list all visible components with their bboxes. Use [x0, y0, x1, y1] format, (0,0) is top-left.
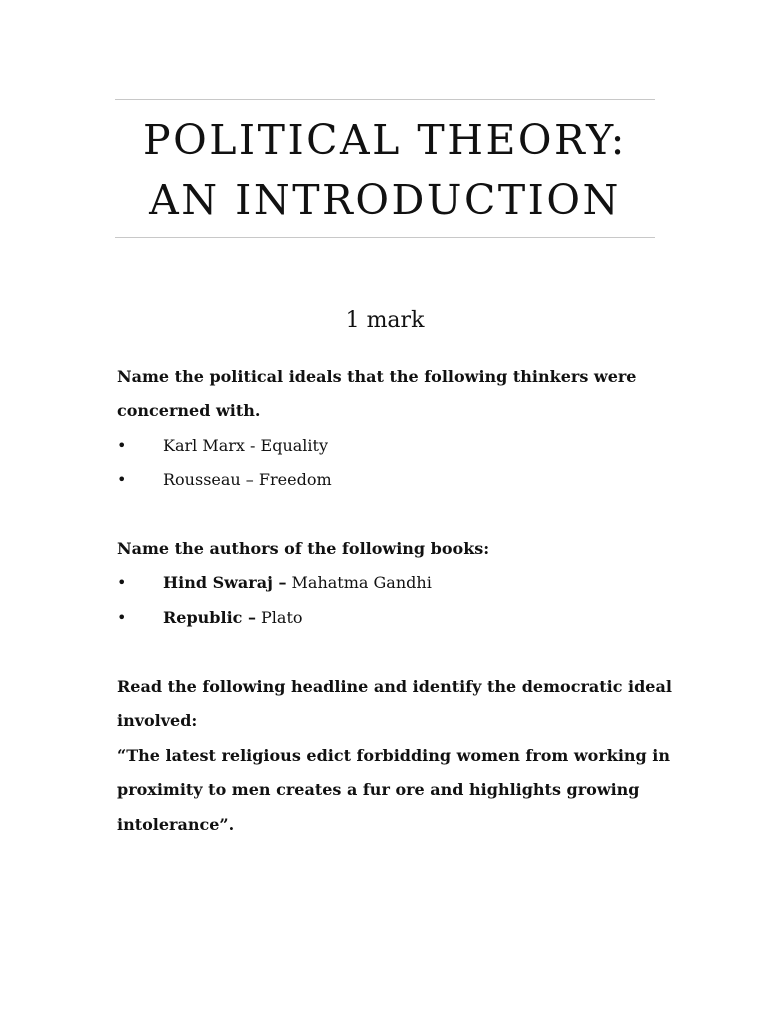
q3-quote-line-2: proximity to men creates a fur ore and highlights growing — [117, 780, 640, 799]
q1-item-text: Karl Marx - Equality — [163, 436, 328, 455]
q2-item-text — [163, 606, 303, 630]
q3-prompt-line-2: involved: — [117, 711, 198, 730]
book-title: Republic – — [163, 608, 256, 627]
book-author: Mahatma Gandhi — [286, 573, 432, 592]
q1-item-text: Rousseau – Freedom — [163, 470, 332, 489]
q1-prompt-line-2: concerned with. — [117, 401, 261, 420]
q2-item-text — [163, 571, 432, 595]
bullet-icon: • — [117, 470, 127, 489]
title-bottom-rule — [115, 237, 655, 238]
book-author: Plato — [255, 608, 303, 627]
q3-prompt-line-1: Read the following headline and identify the democratic ideal — [117, 677, 672, 696]
q3-quote-line-1: “The latest religious edict forbidding women from working in — [117, 746, 671, 765]
bullet-icon: • — [117, 573, 127, 592]
title-line-1: POLITICAL THEORY: — [143, 116, 627, 164]
q1-prompt-line-1: Name the political ideals that the following thinkers were — [117, 367, 637, 386]
bullet-icon: • — [117, 436, 127, 455]
bullet-icon: • — [117, 608, 127, 627]
q2-prompt: Name the authors of the following books: — [117, 539, 490, 558]
section-heading: 1 mark — [345, 308, 425, 333]
title-line-2: AN INTRODUCTION — [149, 176, 621, 224]
title-top-rule — [115, 99, 655, 100]
q3-quote-line-3: intolerance”. — [117, 815, 235, 834]
book-title: Hind Swaraj – — [163, 573, 287, 592]
